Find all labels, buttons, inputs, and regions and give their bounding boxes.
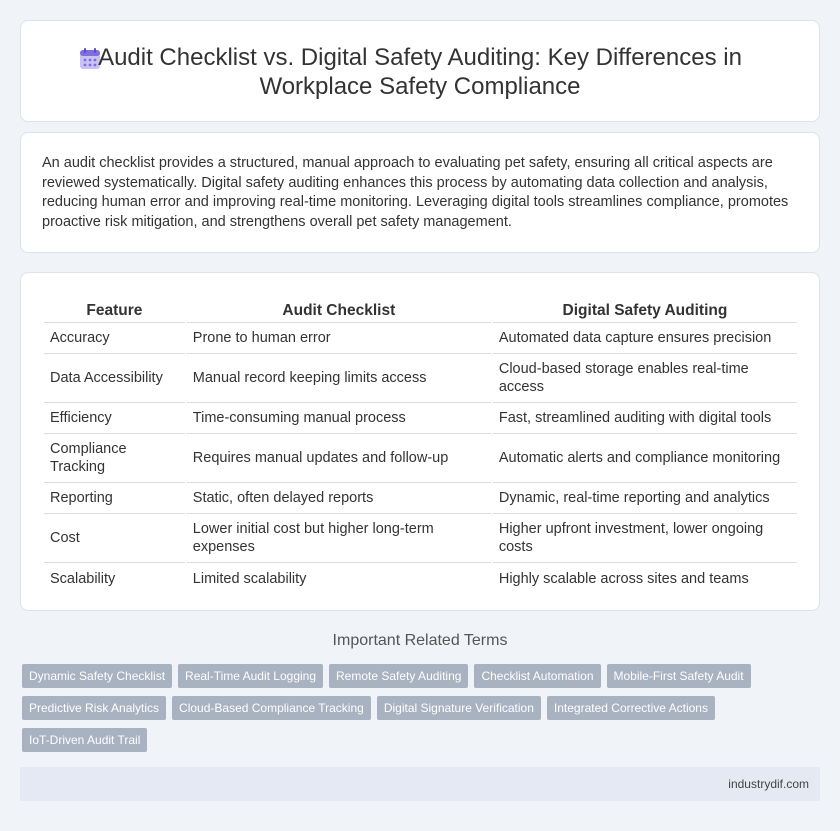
related-terms-heading: Important Related Terms — [332, 632, 508, 649]
table-cell-audit: Time-consuming manual process — [187, 403, 491, 434]
title-card — [20, 20, 820, 122]
header-feature: Feature — [44, 293, 185, 323]
tag-predictive-risk-analytics[interactable]: Predictive Risk Analytics — [22, 696, 166, 720]
table-row — [44, 323, 797, 354]
tag-remote-safety-auditing[interactable]: Remote Safety Auditing — [329, 664, 468, 688]
table-cell-audit: Prone to human error — [187, 323, 491, 354]
tag-integrated-corrective-actions[interactable]: Integrated Corrective Actions — [547, 696, 715, 720]
page-title-line-2: Workplace Safety Compliance — [259, 73, 581, 100]
table-cell-digital: Automated data capture ensures precision — [493, 323, 797, 354]
intro-paragraph: An audit checklist provides a structured, manual approach to evaluating pet safety, ensuring all critical aspects are reviewed systematically. Digital safety auditing enhances this process by automating data collection and analysis, reducing human error and improving real-time monitoring. Leveraging digital tools streamlines compliance, promotes proactive risk mitigation, and strengthens overall pet safety management. — [42, 155, 789, 230]
table-cell-audit: Requires manual updates and follow-up — [187, 434, 491, 483]
table-cell-feature: Accuracy — [44, 323, 185, 354]
table-cell-digital: Fast, streamlined auditing with digital tools — [493, 403, 797, 434]
table-cell-audit: Static, often delayed reports — [187, 483, 491, 514]
table-row — [44, 403, 797, 434]
header-audit-checklist: Audit Checklist — [187, 293, 491, 323]
table-row — [44, 434, 797, 483]
table-cell-digital: Automatic alerts and compliance monitoring — [493, 434, 797, 483]
tag-iot-driven-audit-trail[interactable]: IoT-Driven Audit Trail — [22, 728, 147, 752]
tag-real-time-audit-logging[interactable]: Real-Time Audit Logging — [178, 664, 323, 688]
page-title-line-1: Audit Checklist vs. Digital Safety Auditing: Key Differences in — [98, 44, 742, 71]
table-header-row — [44, 293, 797, 323]
comparison-table — [42, 293, 799, 594]
header-digital-safety-auditing: Digital Safety Auditing — [493, 293, 797, 323]
table-cell-digital: Highly scalable across sites and teams — [498, 570, 749, 587]
table-cell-audit: Lower initial cost but higher long-term expenses — [187, 514, 491, 563]
tag-digital-signature-verification[interactable]: Digital Signature Verification — [377, 696, 541, 720]
table-row — [44, 563, 797, 594]
table-cell-feature: Data Accessibility — [44, 354, 185, 403]
table-cell-feature: Cost — [44, 514, 185, 563]
tag-checklist-automation[interactable]: Checklist Automation — [474, 664, 600, 688]
tag-dynamic-safety-checklist[interactable]: Dynamic Safety Checklist — [22, 664, 172, 688]
footer — [20, 767, 820, 801]
table-cell-digital: Cloud-based storage enables real-time access — [493, 354, 797, 403]
comparison-card — [20, 272, 820, 611]
table-cell-audit: Limited scalability — [192, 570, 307, 587]
table-row — [44, 514, 797, 563]
table-cell-audit: Manual record keeping limits access — [187, 354, 491, 403]
table-row — [44, 354, 797, 403]
table-cell-feature: Compliance Tracking — [44, 434, 185, 483]
table-cell-feature: Scalability — [50, 570, 116, 587]
table-cell-feature: Efficiency — [44, 403, 185, 434]
table-cell-digital: Dynamic, real-time reporting and analytics — [493, 483, 797, 514]
tag-mobile-first-safety-audit[interactable]: Mobile-First Safety Audit — [607, 664, 751, 688]
intro-card — [20, 132, 820, 253]
table-cell-feature: Reporting — [44, 483, 185, 514]
page-title — [21, 43, 819, 101]
tag-cloud-based-compliance-tracking[interactable]: Cloud-Based Compliance Tracking — [172, 696, 371, 720]
table-row — [44, 483, 797, 514]
table-cell-digital: Higher upfront investment, lower ongoing costs — [493, 514, 797, 563]
related-terms-tags — [22, 664, 812, 760]
footer-site-link[interactable]: industrydif.com — [728, 777, 809, 791]
